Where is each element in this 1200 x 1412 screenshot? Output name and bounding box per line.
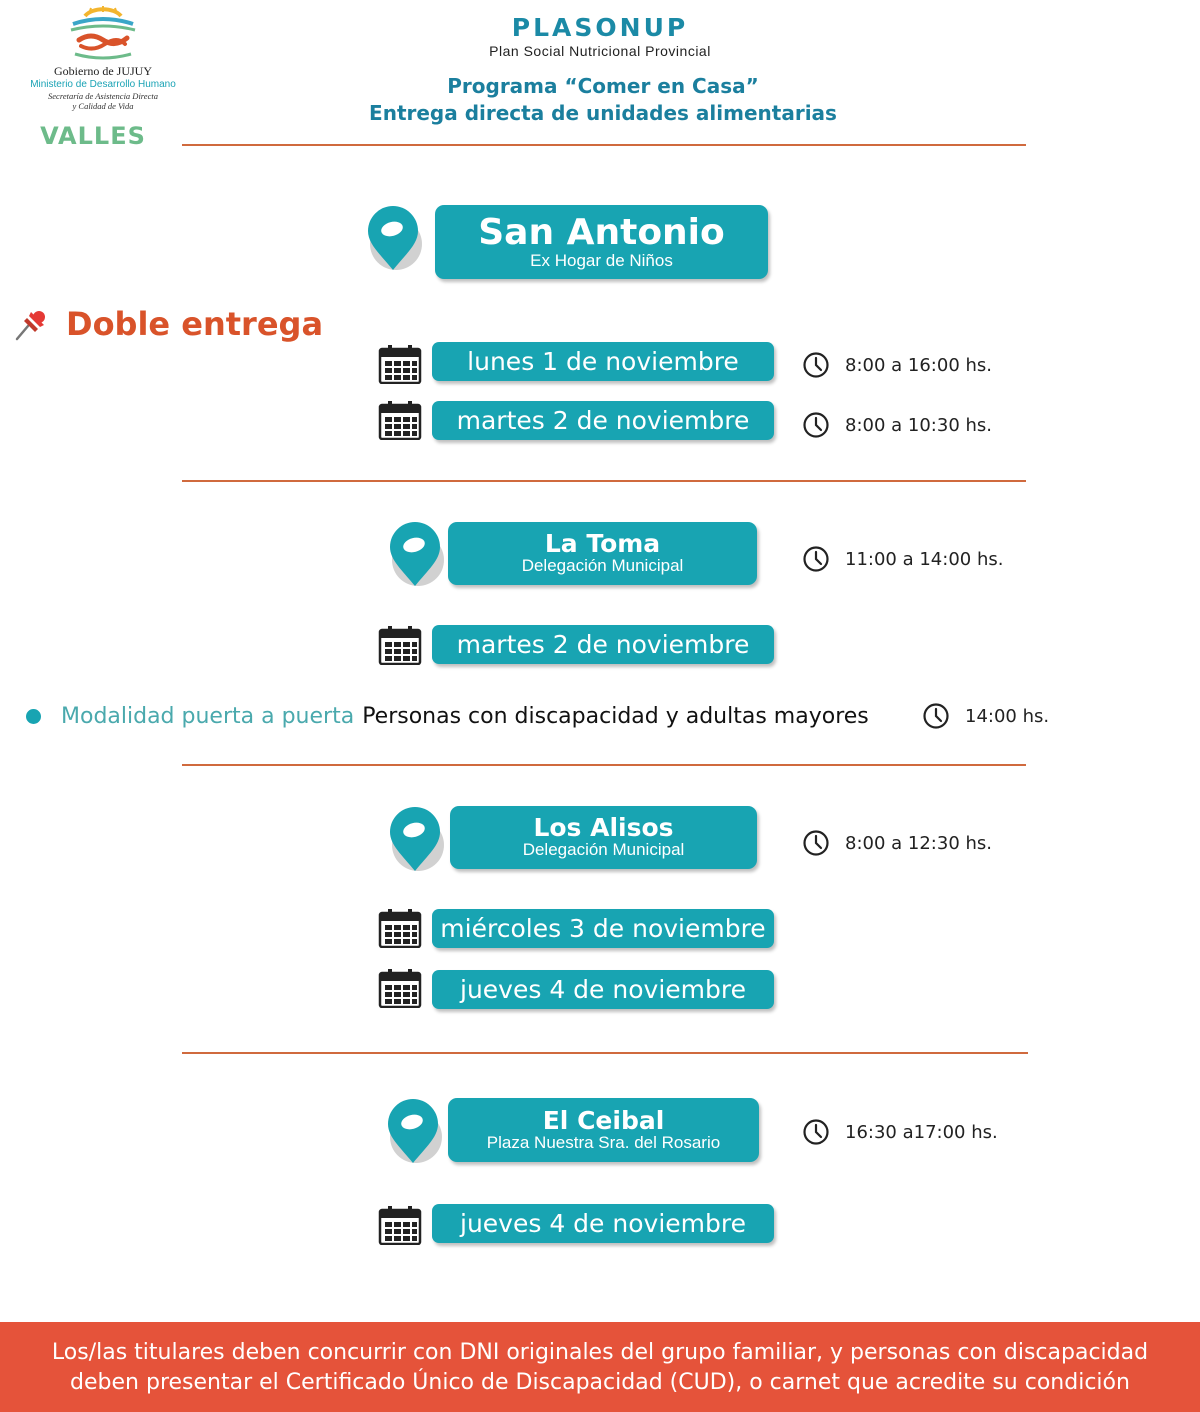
- handshake-logo-icon: [63, 6, 143, 62]
- logo-ministry: Ministerio de Desarrollo Humano: [30, 79, 176, 90]
- location-pin-icon: [384, 805, 446, 875]
- location-place: Delegación Municipal: [522, 840, 685, 860]
- clock-icon: [802, 351, 830, 379]
- calendar-icon: [378, 344, 422, 384]
- time-slot: [802, 828, 992, 858]
- time-slot: [802, 350, 992, 380]
- location-pin-icon: [362, 204, 424, 274]
- section-divider: [182, 764, 1026, 766]
- program-title: [300, 73, 906, 127]
- date-pill: jueves 4 de noviembre: [432, 1204, 774, 1243]
- time-text: 14:00 hs.: [965, 705, 1050, 727]
- calendar-icon: [378, 968, 422, 1008]
- footer-line-2: deben presentar el Certificado Único de Discapacidad (CUD), o carnet que acredite su condición: [70, 1370, 1130, 1395]
- clock-icon: [802, 411, 830, 439]
- time-slot: [802, 544, 1003, 574]
- pushpin-icon: [14, 306, 50, 342]
- location-pin-icon: [382, 1097, 444, 1167]
- location-box-los-alisos: [450, 806, 757, 869]
- section-divider: [182, 144, 1026, 146]
- location-box-el-ceibal: [448, 1098, 759, 1162]
- time-text: 8:00 a 16:00 hs.: [845, 354, 992, 376]
- location-box-la-toma: [448, 522, 757, 585]
- location-box-san-antonio: [435, 205, 768, 279]
- region-label: VALLES: [40, 122, 146, 150]
- program-line-1: Programa “Comer en Casa”: [447, 74, 759, 98]
- clock-icon: [802, 545, 830, 573]
- calendar-icon: [378, 400, 422, 440]
- bullet-icon: [26, 709, 41, 724]
- section-divider: [182, 1052, 1028, 1054]
- double-delivery-label: Doble entrega: [66, 305, 324, 343]
- time-text: 11:00 a 14:00 hs.: [845, 548, 1004, 570]
- location-pin-icon: [384, 520, 446, 590]
- time-text: 8:00 a 10:30 hs.: [845, 414, 992, 436]
- logo-government-name: Gobierno de JUJUY: [54, 64, 152, 78]
- footer-line-1: Los/las titulares deben concurrir con DNI originales del grupo familiar, y personas con discapacidad: [51, 1340, 1149, 1365]
- location-place: Plaza Nuestra Sra. del Rosario: [486, 1132, 721, 1152]
- date-pill: martes 2 de noviembre: [432, 625, 774, 664]
- location-name: La Toma: [544, 529, 661, 559]
- double-delivery-notice: [14, 305, 323, 343]
- clock-icon: [922, 702, 950, 730]
- time-slot: [922, 701, 1049, 731]
- brand-title: PLASONUP: [511, 13, 689, 42]
- brand-block: [380, 14, 820, 59]
- requirements-footer: [0, 1322, 1200, 1412]
- modality-detail: Personas con discapacidad y adultas mayores: [362, 703, 869, 729]
- date-pill: miércoles 3 de noviembre: [432, 909, 774, 948]
- clock-icon: [802, 829, 830, 857]
- time-slot: [802, 410, 992, 440]
- section-divider: [182, 480, 1026, 482]
- modality-label: Modalidad puerta a puerta: [61, 703, 355, 729]
- clock-icon: [802, 1118, 830, 1146]
- time-slot: [802, 1117, 998, 1147]
- logo-secretariat-line2: y Calidad de Vida: [72, 101, 134, 111]
- time-text: 8:00 a 12:30 hs.: [845, 832, 992, 854]
- calendar-icon: [378, 625, 422, 665]
- date-pill: martes 2 de noviembre: [432, 401, 774, 440]
- logo-secretariat-line1: Secretaría de Asistencia Directa: [48, 91, 158, 101]
- door-to-door-modality: [26, 700, 869, 732]
- location-place: Delegación Municipal: [521, 556, 684, 576]
- time-text: 16:30 a17:00 hs.: [845, 1121, 998, 1143]
- location-name: San Antonio: [478, 211, 725, 253]
- program-line-2: Entrega directa de unidades alimentarias: [369, 101, 837, 125]
- date-pill: lunes 1 de noviembre: [432, 342, 774, 381]
- location-place: Ex Hogar de Niños: [530, 250, 673, 270]
- location-name: El Ceibal: [542, 1105, 665, 1135]
- brand-subtitle: Plan Social Nutricional Provincial: [489, 43, 711, 59]
- calendar-icon: [378, 1205, 422, 1245]
- date-pill: jueves 4 de noviembre: [432, 970, 774, 1009]
- location-name: Los Alisos: [533, 813, 674, 843]
- government-logo: [18, 6, 188, 118]
- calendar-icon: [378, 908, 422, 948]
